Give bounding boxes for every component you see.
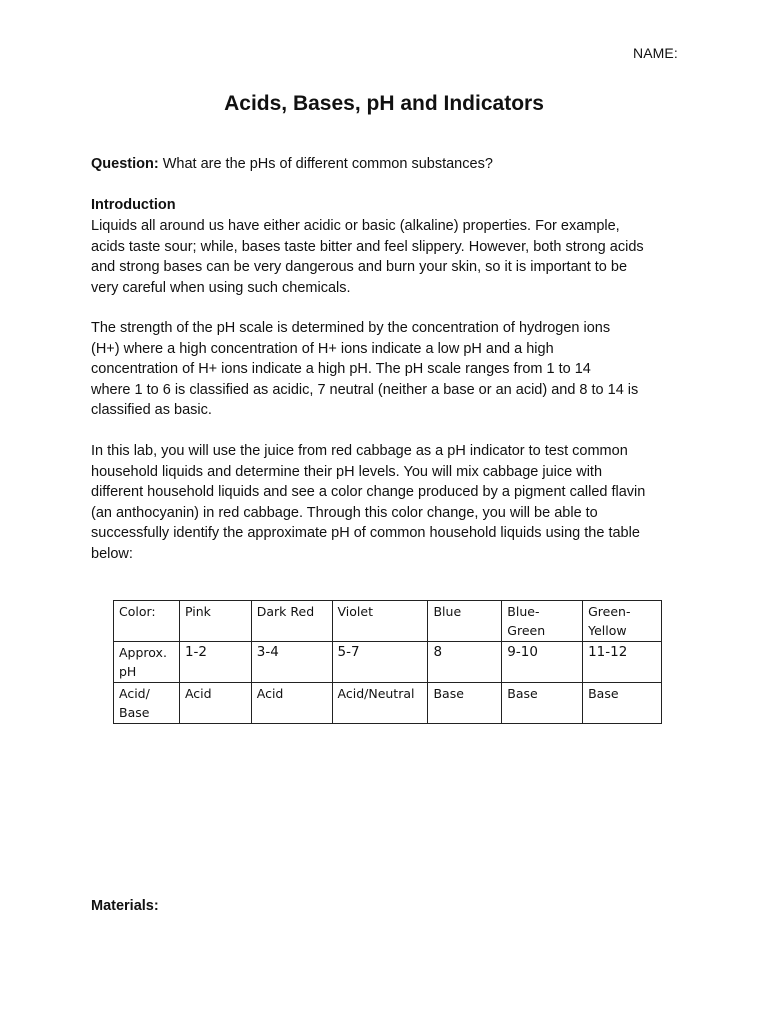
- paragraph-line: household liquids and determine their pH levels. You will mix cabbage juice with: [91, 463, 603, 480]
- introduction-paragraph-3: [91, 441, 691, 564]
- introduction-heading: Introduction: [91, 197, 176, 213]
- paragraph-line: concentration of H+ ions indicate a high pH. The pH scale ranges from 1 to 14: [91, 361, 591, 377]
- table-cell: 11-12: [583, 642, 662, 683]
- table-cell: Base: [428, 683, 502, 724]
- paragraph-line: below:: [91, 545, 133, 562]
- table-cell: 8: [428, 642, 502, 683]
- ph-indicator-table: [113, 600, 662, 724]
- introduction-paragraph-2: [91, 318, 691, 421]
- introduction-paragraph-1: [91, 216, 691, 298]
- question-text: What are the pHs of different common substances?: [158, 156, 493, 172]
- paragraph-line: very careful when using such chemicals.: [91, 279, 351, 296]
- table-cell: 5-7: [332, 642, 428, 683]
- paragraph-line: (an anthocyanin) in red cabbage. Through this color change, you will be able to: [91, 504, 598, 521]
- table-cell: Pink: [179, 601, 251, 642]
- table-cell: Acid/Neutral: [332, 683, 428, 724]
- question: [91, 154, 691, 175]
- paragraph-line: different household liquids and see a color change produced by a pigment called flavin: [91, 484, 646, 500]
- table-row-ph: [114, 642, 662, 683]
- paragraph-line: classified as basic.: [91, 402, 212, 418]
- table-row-color: [114, 601, 662, 642]
- table-cell: Base: [583, 683, 662, 724]
- paragraph-line: (H+) where a high concentration of H+ ions indicate a low pH and a high: [91, 340, 554, 357]
- table-cell: 3-4: [251, 642, 332, 683]
- table-cell: Approx. pH: [114, 642, 180, 683]
- paragraph-line: The strength of the pH scale is determined by the concentration of hydrogen ions: [91, 320, 611, 336]
- table-cell: Blue- Green: [502, 601, 583, 642]
- paragraph-line: and strong bases can be very dangerous and burn your skin, so it is important to be: [91, 259, 628, 275]
- materials-heading: Materials:: [91, 898, 159, 914]
- table-cell: Violet: [332, 601, 428, 642]
- table-row-acid-base: [114, 683, 662, 724]
- name-label: NAME:: [633, 45, 678, 61]
- table-cell: Green- Yellow: [583, 601, 662, 642]
- paragraph-line: where 1 to 6 is classified as acidic, 7 neutral (neither a base or an acid) and 8 to 14 is: [91, 381, 639, 398]
- paragraph-line: In this lab, you will use the juice from red cabbage as a pH indicator to test common: [91, 443, 628, 459]
- page-title: Acids, Bases, pH and Indicators: [224, 92, 544, 115]
- table-cell: Color:: [114, 601, 180, 642]
- table-cell: Acid: [251, 683, 332, 724]
- paragraph-line: Liquids all around us have either acidic or basic (alkaline) properties. For example,: [91, 218, 620, 234]
- paragraph-line: successfully identify the approximate pH of common household liquids using the table: [91, 525, 640, 541]
- table-cell: Dark Red: [251, 601, 332, 642]
- table-cell: Acid: [179, 683, 251, 724]
- table-cell: Base: [502, 683, 583, 724]
- question-label: Question:: [91, 156, 159, 172]
- table-cell: 1-2: [179, 642, 251, 683]
- paragraph-line: acids taste sour; while, bases taste bitter and feel slippery. However, both strong acids: [91, 238, 644, 255]
- table-cell: Blue: [428, 601, 502, 642]
- table-cell: Acid/ Base: [114, 683, 180, 724]
- table-cell: 9-10: [502, 642, 583, 683]
